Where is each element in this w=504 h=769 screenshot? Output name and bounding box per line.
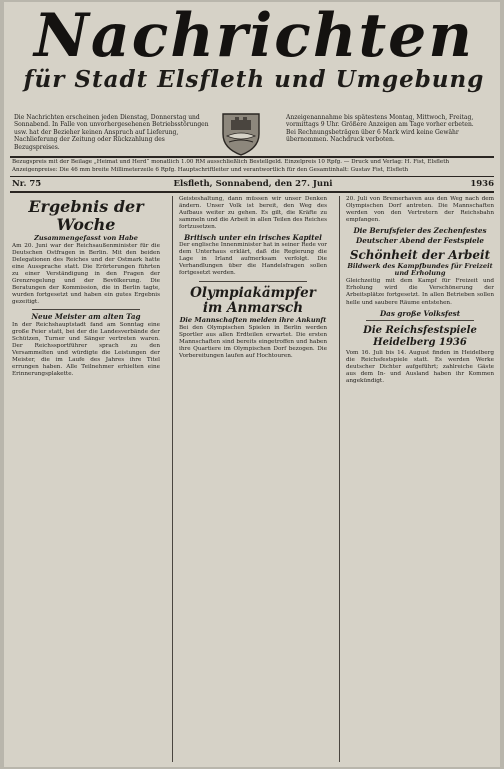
subscription-line: Bezugspreis mit der Beilage „Heimat und Herd“ monatlich 1.00 RM ausschließlich Bestellgeld. Einzelpreis 10 Rpfg. — Druck und Verlag: H. Fist, Elsfleth xyxy=(12,159,450,165)
section-subhead: Deutscher Abend der Festspiele xyxy=(355,236,484,246)
column-1 xyxy=(12,196,160,378)
separator xyxy=(199,281,307,282)
article-text: Geisteshaltung, dann müssen wir unser Denken ändern. Unser Volk ist bereit, den Weg des Aufbaus weiter zu gehen. Es gilt, die Kräfte zu sammeln und die Arbeit in allen Teilen des Reiches fortzusetzen. xyxy=(179,196,327,231)
masthead xyxy=(4,2,500,94)
ads-line: Anzeigenpreise: Die 46 mm breite Millimeterzeile 6 Rpfg. Hauptschriftleiter und verantwortlich für den Gesamtinhalt: Gustav Fist, Elsfleth xyxy=(12,167,409,173)
article-headline: Die Reichsfestspiele Heidelberg 1936 xyxy=(363,324,477,348)
article-headline: Schönheit der Arbeit xyxy=(349,248,491,263)
column-divider xyxy=(339,196,340,762)
article-text: In der Reichshauptstadt fand am Sonntag eine große Feier statt, bei der die Landesverbände der Schützen, Turner und Sänger vertreten waren. Der Reichssportführer sprach zu den Versammelten und würdigte die Leistungen der Meister, die im Laufe des Jahres ihre Titel errungen haben. Alle Teilnehmer erhielten eine Erinnerungsplakette. xyxy=(12,321,160,377)
article-text: Am 20. Juni war der Reichsaußenminister für die Deutschen Ostfragen in Berlin. Mit den beiden Delegationen des Reiches und der Ostmark hatte eine Aussprache statt. Die Erörterungen führten zu einer Verständigung in den Fragen der Grenzregelung und der Bevölkerung. Die Beratungen der Kommission, die in Berlin tagte, wurden fortgesetzt und haben ein gutes Ergebnis gezeitigt. xyxy=(12,243,160,306)
separator xyxy=(366,320,474,321)
dateline-rule xyxy=(10,191,494,193)
article-text: Der englische Innenminister hat in seiner Rede vor dem Unterhaus erklärt, daß die Regierung die Lage in Irland aufmerksam verfolgt. Die Verhandlungen über die Handelsfragen sollen fortgesetzt werden. xyxy=(179,242,328,277)
newspaper-subtitle: für Stadt Elsfleth und Umgebung xyxy=(23,66,485,93)
issue-number: Nr. 75 xyxy=(12,179,42,189)
dateline xyxy=(12,178,494,190)
publication-notice: Die Nachrichten erscheinen jeden Dienstag, Donnerstag und Sonnabend. In Falle von unvorhergesehenen Betriebsstörungen usw. hat der Bezieher keinen Anspruch auf Lieferung, Nachlieferung der Zeitung oder Rückzahlung des Bezugspreises. xyxy=(14,114,209,151)
newspaper-title: Nachrichten xyxy=(34,1,474,71)
advertising-notice: Anzeigenannahme bis spätestens Montag, Mittwoch, Freitag, vormittags 9 Uhr. Größere Anzeigen am Tage vorher erbeten. Bei Rechnungsbeträgen über 6 Mark wird keine Gewähr übernommen. Nachdruck verboten. xyxy=(286,114,474,144)
issue-date: Elsfleth, Sonnabend, den 27. Juni xyxy=(173,179,333,189)
issue-year: 1936 xyxy=(470,179,494,189)
coat-of-arms-icon xyxy=(217,110,265,156)
section-subhead: Britisch unter ein irisches Kapitel xyxy=(184,233,322,243)
section-subhead: Die Berufsfeier des Zechenfestes xyxy=(353,226,487,236)
article-text: 20. Juli von Bremerhaven aus den Weg nach dem Olympischen Dorf antreten. Die Mannschaften werden von den Vertretern der Reichsbahn empfangen. xyxy=(346,196,494,224)
article-headline: Neue Meister am alten Tag xyxy=(31,312,141,322)
separator xyxy=(32,309,140,310)
column-divider xyxy=(172,196,173,762)
article-text: Vom 16. Juli bis 14. August finden in Heidelberg die Reichsfestspiele statt. Es werden Werke deutscher Dichter aufgeführt; zahlreiche Gäste aus dem In- und Ausland haben ihr Kommen angekündigt. xyxy=(346,349,494,384)
header-rule xyxy=(10,176,494,177)
article-headline: Olympiakämpfer im Anmarsch xyxy=(190,284,316,316)
section-subhead: Das große Volksfest xyxy=(379,308,461,318)
column-3 xyxy=(346,196,494,385)
header-rule xyxy=(10,156,494,158)
article-subheadline: Bildwerk des Kampfbundes für Freizeit und Erholung xyxy=(347,262,493,278)
article-byline: Zusammengefasst von Habe xyxy=(34,234,138,242)
article-subheadline: Die Mannschaften melden ihre Ankunft xyxy=(179,315,327,324)
article-text: Bei den Olympischen Spielen in Berlin werden Sportler aus allen Erdteilen erwartet. Die ersten Mannschaften sind bereits eingetroffen und haben ihre Quartiere im Olympischen Dorf bezogen. Die Vorbereitungen laufen auf Hochtouren. xyxy=(179,324,327,359)
newspaper-page xyxy=(4,2,500,767)
article-text: Gleichzeitig mit dem Kampf für Freizeit und Erholung wird die Verschönerung der Arbeitsplätze fortgesetzt. In allen Betrieben sollen helle und saubere Räume entstehen. xyxy=(346,278,494,306)
column-2 xyxy=(179,196,327,360)
article-headline: Ergebnis der Woche xyxy=(28,197,144,234)
